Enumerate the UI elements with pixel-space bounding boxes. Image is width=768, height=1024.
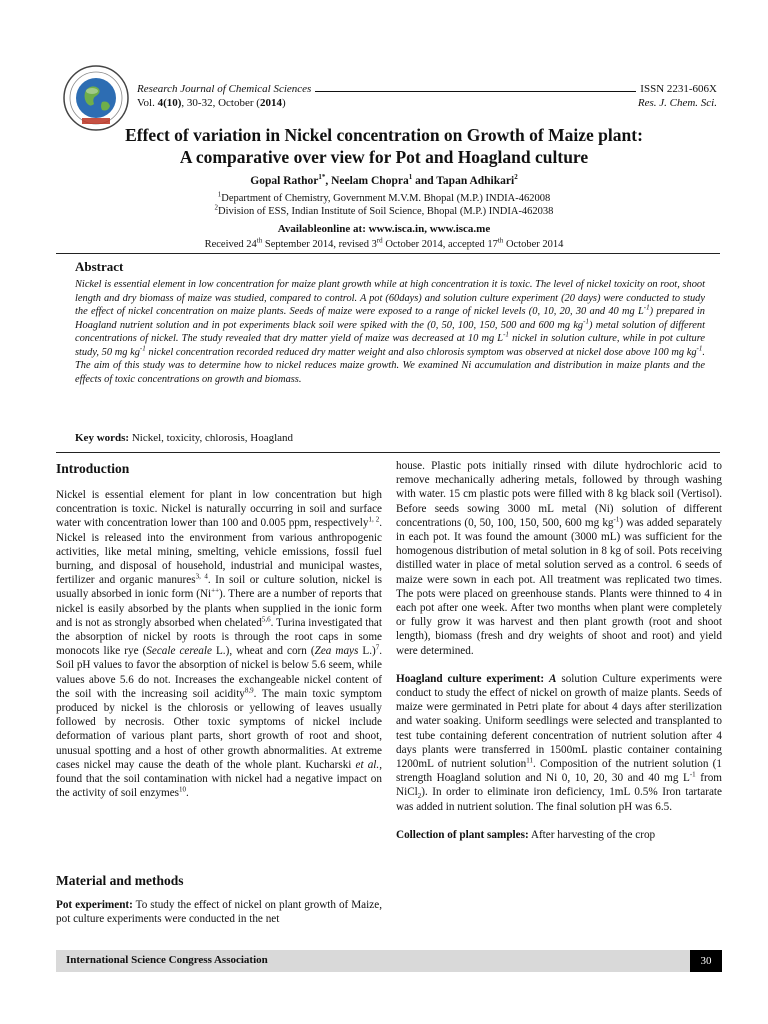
issn: ISSN 2231-606X xyxy=(640,83,717,95)
hoagland-paragraph: Hoagland culture experiment: A solution Culture experiments were conduct to study the effect of nickel on growth of maize plants. Seeds of maize were germinated in Petri plate for about 4 days after sterilization and water soaking. Uniform seedlings were selected and transplanted to test tube containing deferent concentration of nutrient solution after 4 days plants were transferred in 1500mL plastic container containing 1200mL of nutrient solution$^{11}$. Composition of the nutrient solution (1 strength Hoagland solution and Ni 0, 10, 20, 30 and 40 mg $L^{-1}$ from NiCl$_2$). In order to eliminate iron deficiency, 1mL 0.5% Iron tartarate was added in nutrient solution. The final solution pH was 6.5. xyxy=(396,672,723,813)
divider-abstract xyxy=(56,452,720,453)
available-online: Availableonline at: www.isca.in, www.isca.me xyxy=(277,223,491,235)
journal-abbrev: Res. J. Chem. Sci. xyxy=(637,97,717,109)
page-footer xyxy=(56,950,722,972)
isca-globe-logo-icon xyxy=(62,64,130,132)
pot-experiment-text: Pot experiment: To study the effect of nickel on plant growth of Maize, pot culture experiments were conducted in the net xyxy=(56,899,382,926)
affiliation-2: $^2$Division of ESS, Indian Institute of Soil Science, Bhopal (M.P.) INDIA-462038 xyxy=(214,203,554,217)
intro-heading: Introduction xyxy=(56,461,130,476)
right-column-text xyxy=(396,459,722,842)
running-header xyxy=(137,82,717,110)
intro-text: Nickel is essential element for plant in low concentration but high concentration is toxic. Nickel is naturally occurring in soil and surface water with concentration lower than 100 and 0.005 ppm, respectively$^{1, 2}$. Nickel is released into the environment from various anthropogenic activities, like metal mining, smelting, vehicle emissions, fossil fuel burning, and disposal of household, industrial and municipal wastes, fertilizer and organic manures$^{3, 4}$. In soil or culture solution, nickel is usually absorbed in ionic form (Ni++). There are a number of reports that nickel is easily absorbed by the plants when supplied in the ionic form and is not as strongly absorbed when chelated$^{5,6}$. Turina investigated that the absorption of nickel by roots is through the root caps in some monocots like rye (Secale cereale L.), wheat and corn (Zea mays L.)$^7$. Soil pH values to favor the absorption of nickel is below 5.6 seem, while values above 5.6 do not. Increases the exchangeable nickel content of the soil with the increasing soil acidity$^{8,9}$. The main toxic symptom produced by nickel is the chlorosis or yellowing of leaves usually followed by necrosis. Other toxic symptoms of nickel include deformation of various plant parts, short growth of root and shoot, unusual spotting and a host of other growth abnormalities. At extreme cases nickel may cause the death of the whole plant. Kucharski et al., found that the soil contamination with nickel had a negative impact on the activity of soil enzymes$^{10}$. xyxy=(56,489,383,800)
methods-heading: Material and methods xyxy=(56,873,184,888)
abstract-text: Nickel is essential element in low concentration for maize plant growth while at high concentration it is toxic. The level of nickel toxicity on root, shoot length and dry biomass of maize was studied, compared to control. A pot (60days) and solution culture experiment (20 days) were conducted to study the effect of nickel concentration on maize plants. Seeds of maize were exposed to a range of nickel levels (0, 10, 20, 30 and 40 mg $L^{-1}$) prepared in Hoagland nutrient solution and in pot experiments black soil were spiked with the (0, 50, 100, 150, 500 and 600 mg $kg^{-1}$) metal solution of different concentrations of nickel. The study revealed that dry matter yield of maize was decreased at 10 mg $L^{-1}$ nickel in solution culture, while in pot culture study, 50 mg $kg^{-1}$ nickel concentration recorded reduced dry matter weight and also chlorosis symptom was observed at nickel dose above 100 mg $kg^{-1}$. The aim of this study was to determine how to nickel reduces maize growth. We examined Ni accumulation and distribution in maize plants and the effects of toxic concentrations on growth and biomass. xyxy=(75,279,705,385)
footer-org: International Science Congress Association xyxy=(66,954,268,966)
divider-top xyxy=(56,253,720,254)
pot-method-paragraph: house. Plastic pots initially rinsed with dilute hydrochloric acid to remove mechanically adhering metals, followed by through washing with water. 15 cm plastic pots were filled with 8 kg black soil (Vertisol). Before seeds sowing 3000 mL metal (Ni) solution of different concentrations (0, 50, 100, 150, 500, 600 mg $kg^{-1}$) was added separately in each pot. It was found the amount (3000 mL) was sufficient for the homogenous distribution of metal solution in 8 kg of soil. Pots receiving distilled water in place of metal solution served as a control. 6 seeds of maize were sown in each pot. All treatment was replicated two times. The pots were placed on greenhouse stands. Plants were thinned to 4 in each pot after one week. After two months when plant were completely or fully grow it was harvest and then plant growth (root and shoot length), biomass (fresh and dry weights of shoot and root) and yield were determined. xyxy=(396,460,723,657)
affiliation-1: $^1$Department of Chemistry, Government M.V.M. Bhopal (M.P.) INDIA-462008 xyxy=(217,190,551,204)
journal-name: Research Journal of Chemical Sciences xyxy=(137,83,312,95)
collection-paragraph: Collection of plant samples: After harvesting of the crop xyxy=(396,828,656,841)
paper-title: Effect of variation in Nickel concentration on Growth of Maize plant: A comparative over view for Pot and Hoagland culture xyxy=(125,125,643,167)
abstract-heading: Abstract xyxy=(75,259,124,274)
volume-info: Vol. 4(10), 30-32, October (2014) xyxy=(137,97,286,109)
page-number: 30 xyxy=(690,950,722,972)
received-dates: Received 24th September 2014, revised 3rd October 2014, accepted 17th October 2014 xyxy=(204,236,564,250)
keywords: Key words: Nickel, toxicity, chlorosis, Hoagland xyxy=(75,432,294,444)
header-rule xyxy=(315,82,636,92)
author-list: Gopal Rathor$^{1*}$, Neelam Chopra$^1$ and Tapan Adhikari$^2$ xyxy=(250,173,518,187)
